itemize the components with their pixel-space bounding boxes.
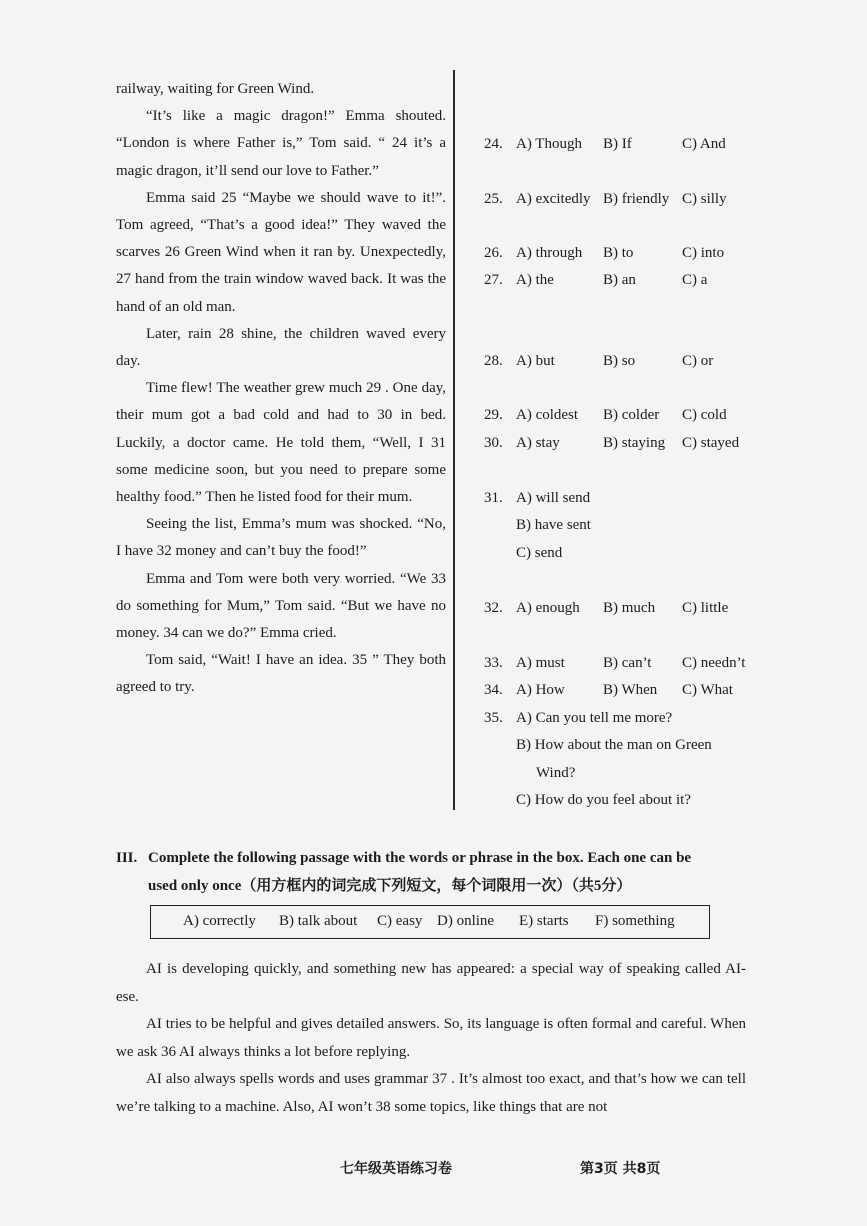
option-b: B) colder	[603, 407, 660, 423]
passage-paragraph: Time flew! The weather grew much 29 . One day, their mum got a bad cold and had to 30 in bed. Luckily, a doctor came. He told them, “Well, I 31 some medicine soon, but you need to prepare some healthy food.” Then he listed food for their mum.	[116, 380, 446, 506]
section-number: III.	[116, 850, 138, 866]
question-number: 34.	[484, 682, 503, 698]
option-a: A) Though	[516, 136, 582, 152]
column-divider	[453, 70, 455, 810]
section-instruction-line2: used only once（用方框内的词完成下列短文，每个词限用一次）（共5分）	[148, 878, 632, 894]
option-c: C) silly	[682, 191, 727, 207]
passage-paragraph: AI also always spells words and uses grammar 37 . It’s almost too exact, and that’s how we can tell we’re talking to a machine. Also, AI won’t 38 some topics, like things that are not	[116, 1071, 746, 1115]
word-option: B) talk about	[279, 913, 358, 929]
option-b: B) to	[603, 245, 634, 261]
question-number: 30.	[484, 435, 503, 451]
option-a: A) but	[516, 353, 555, 369]
option-c: C) into	[682, 245, 725, 261]
option-c: C) stayed	[682, 435, 740, 451]
option-c: C) needn’t	[682, 655, 746, 671]
option-b: B) an	[603, 272, 636, 288]
question-number: 24.	[484, 136, 503, 152]
option-b: B) so	[603, 353, 636, 369]
question-number: 33.	[484, 655, 503, 671]
option-c: C) a	[682, 272, 708, 288]
option-c: C) How do you feel about it?	[516, 792, 691, 808]
question-number: 31.	[484, 490, 503, 506]
section-heading	[116, 844, 756, 900]
passage-paragraph: Later, rain 28 shine, the children waved every day.	[116, 325, 446, 370]
question-number: 28.	[484, 353, 503, 369]
option-c: C) send	[516, 545, 563, 561]
footer-title: 七年级英语练习卷	[340, 1161, 452, 1177]
passage-paragraph: AI is developing quickly, and something new has appeared: a special way of speaking called AI-ese.	[116, 961, 746, 1005]
option-a: A) through	[516, 245, 583, 261]
question-number: 26.	[484, 245, 503, 261]
option-b: B) much	[603, 600, 656, 616]
passage-paragraph: railway, waiting for Green Wind.	[116, 81, 315, 97]
option-a: A) How	[516, 682, 565, 698]
option-b-continued: Wind?	[536, 765, 576, 781]
question-number: 29.	[484, 407, 503, 423]
word-option: A) correctly	[183, 913, 256, 929]
option-a: A) excitedly	[516, 191, 591, 207]
option-b: B) staying	[603, 435, 666, 451]
passage-paragraph: Seeing the list, Emma’s mum was shocked. “No, I have 32 money and can’t buy the food!”	[116, 516, 446, 560]
option-c: C) And	[682, 136, 726, 152]
question-number: 35.	[484, 710, 503, 726]
option-c: C) little	[682, 600, 729, 616]
word-option: D) online	[437, 913, 495, 929]
footer-page-number: 第3页 共8页	[580, 1161, 661, 1177]
word-option: F) something	[595, 913, 675, 929]
word-box	[150, 905, 710, 939]
option-a: A) must	[516, 655, 565, 671]
ai-passage	[116, 956, 746, 1121]
option-a: A) stay	[516, 435, 560, 451]
option-c: C) or	[682, 353, 714, 369]
question-number: 25.	[484, 191, 503, 207]
passage-paragraph: Tom said, “Wait! I have an idea. 35 ” They both agreed to try.	[116, 652, 446, 696]
option-b: B) How about the man on Green	[516, 737, 712, 753]
question-number: 27.	[484, 272, 503, 288]
passage-paragraph: Emma said 25 “Maybe we should wave to it!”. Tom agreed, “That’s a good idea!” They waved the scarves 26 Green Wind when it ran by. Unexpectedly, 27 hand from the train window waved back. It was the hand of an old man.	[116, 189, 446, 315]
option-a: A) coldest	[516, 407, 579, 423]
option-a: A) enough	[516, 600, 580, 616]
word-option: C) easy	[377, 913, 423, 929]
passage-paragraph: “It’s like a magic dragon!” Emma shouted. “London is where Father is,” Tom said. “ 24 it’s a magic dragon, it’ll send our love to Father.”	[116, 108, 446, 179]
option-b: B) have sent	[516, 517, 591, 533]
option-b: B) friendly	[603, 191, 670, 207]
question-number: 32.	[484, 600, 503, 616]
option-b: B) If	[603, 136, 632, 152]
passage-paragraph: Emma and Tom were both very worried. “We 33 do something for Mum,” Tom said. “But we have no money. 34 can we do?” Emma cried.	[116, 570, 446, 642]
option-a: A) Can you tell me more?	[516, 710, 673, 726]
option-c: C) cold	[682, 407, 727, 423]
passage-paragraph: AI tries to be helpful and gives detailed answers. So, its language is often formal and careful. When we ask 36 AI always thinks a lot before replying.	[116, 1016, 746, 1060]
story-passage	[116, 76, 446, 702]
section-instruction-line1: Complete the following passage with the words or phrase in the box. Each one can be	[148, 850, 692, 866]
option-a: A) the	[516, 272, 554, 288]
option-b: B) can’t	[603, 655, 652, 671]
option-b: B) When	[603, 682, 658, 698]
option-a: A) will send	[516, 490, 591, 506]
word-option: E) starts	[519, 913, 569, 929]
option-c: C) What	[682, 682, 733, 698]
